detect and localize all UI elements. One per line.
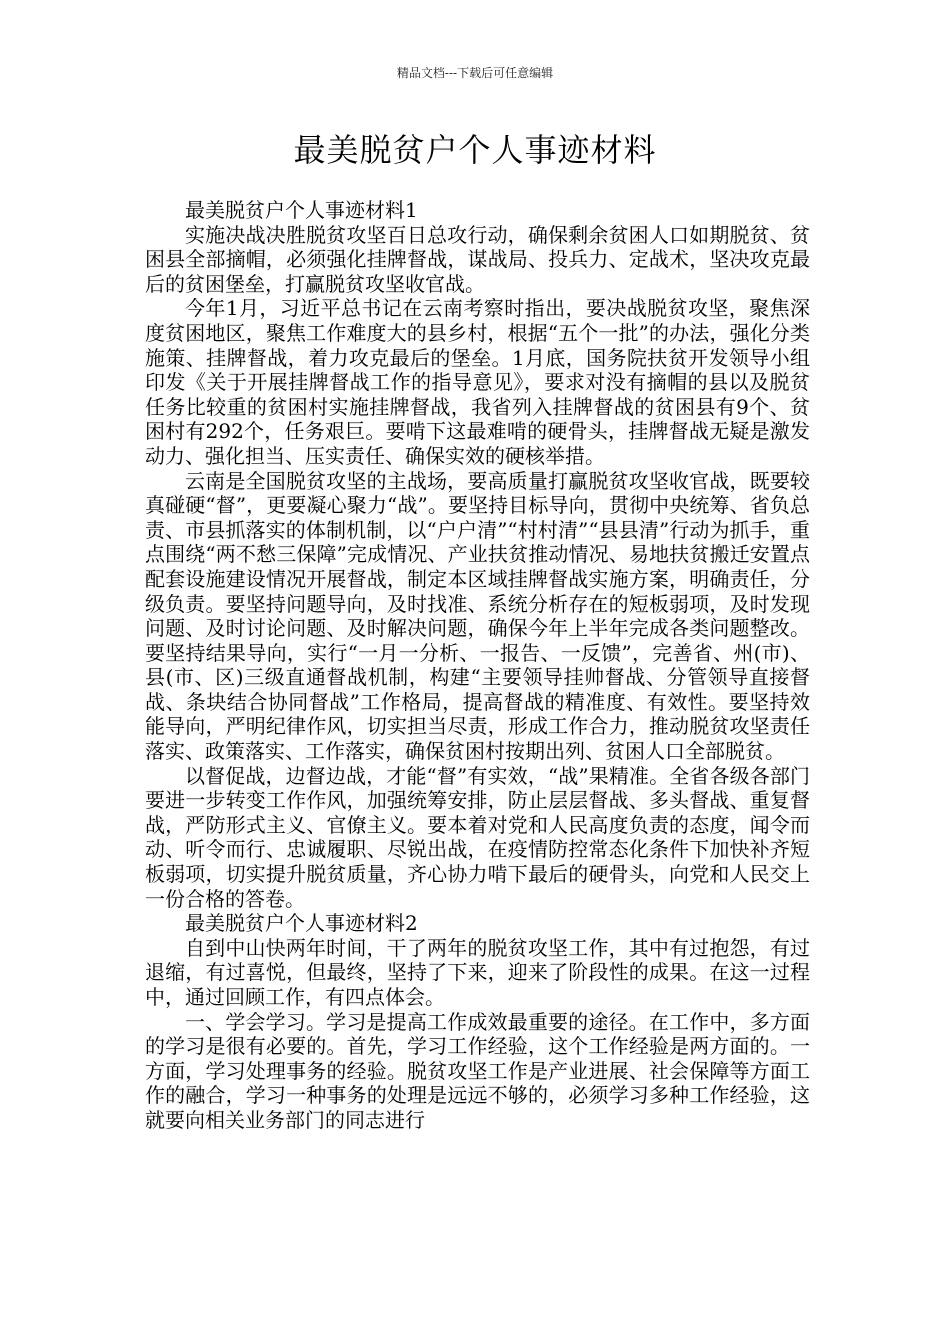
paragraph: 自到中山快两年时间，干了两年的脱贫攻坚工作，其中有过抱怨，有过退缩，有过喜悦，但最终，坚持了下来，迎来了阶段性的成果。在这一过程中，通过回顾工作，有四点体会。 (145, 935, 810, 1009)
paragraph: 云南是全国脱贫攻坚的主战场，要高质量打赢脱贫攻坚收官战，既要较真碰硬“督”，更要凝心聚力“战”。要坚持目标导向，贯彻中央统筹、省负总责、市县抓落实的体制机制，以“户户清”“村村清”“县县清”行动为抓手，重点围绕“两不愁三保障”完成情况、产业扶贫推动情况、易地扶贫搬迁安置点配套设施建设情况开展督战，制定本区域挂牌督战实施方案，明确责任，分级负责。要坚持问题导向，及时找准、系统分析存在的短板弱项，及时发现问题、及时讨论问题、及时解决问题，确保今年上半年完成各类问题整改。要坚持结果导向，实行“一月一分析、一报告、一反馈”，完善省、州(市)、县(市、区)三级直通督战机制，构建“主要领导挂帅督战、分管领导直接督战、条块结合协同督战”工作格局，提高督战的精准度、有效性。要坚持效能导向，严明纪律作风，切实担当尽责，形成工作合力，推动脱贫攻坚责任落实、政策落实、工作落实，确保贫困村按期出列、贫困人口全部脱贫。 (145, 468, 810, 764)
paragraph: 今年1月，习近平总书记在云南考察时指出，要决战脱贫攻坚，聚焦深度贫困地区，聚焦工作难度大的县乡村，根据“五个一批”的办法，强化分类施策、挂牌督战，着力攻克最后的堡垒。1月底，国务院扶贫开发领导小组印发《关于开展挂牌督战工作的指导意见》，要求对没有摘帽的县以及脱贫任务比较重的贫困村实施挂牌督战，我省列入挂牌督战的贫困县有9个、贫困村有292个，任务艰巨。要啃下这最难啃的硬骨头，挂牌督战无疑是激发动力、强化担当、压实责任、确保实效的硬核举措。 (145, 296, 810, 468)
document-body (145, 198, 810, 1133)
paragraph: 以督促战，边督边战，才能“督”有实效，“战”果精准。全省各级各部门要进一步转变工作作风，加强统筹安排，防止层层督战、多头督战、重复督战，严防形式主义、官僚主义。要本着对党和人民高度负责的态度，闻令而动、听令而行、忠诚履职、尽锐出战，在疫情防控常态化条件下加快补齐短板弱项，切实提升脱贫质量，齐心协力啃下最后的硬骨头，向党和人民交上一份合格的答卷。 (145, 763, 810, 911)
paragraph: 实施决战决胜脱贫攻坚百日总攻行动，确保剩余贫困人口如期脱贫、贫困县全部摘帽，必须强化挂牌督战，谋战局、投兵力、定战术，坚决攻克最后的贫困堡垒，打赢脱贫攻坚收官战。 (145, 222, 810, 296)
document-title: 最美脱贫户个人事迹材料 (293, 131, 657, 169)
header-note: 精品文档---下载后可任意编辑 (396, 66, 554, 80)
section-heading: 最美脱贫户个人事迹材料1 (185, 198, 418, 222)
section-heading: 最美脱贫户个人事迹材料2 (185, 911, 418, 936)
paragraph: 一、学会学习。学习是提高工作成效最重要的途径。在工作中，多方面的学习是很有必要的。首先，学习工作经验，这个工作经验是两方面的。一方面，学习处理事务的经验。脱贫攻坚工作是产业进展、社会保障等方面工作的融合，学习一种事务的处理是远远不够的，必须学习多种工作经验，这就要向相关业务部门的同志进行 (145, 1009, 810, 1132)
